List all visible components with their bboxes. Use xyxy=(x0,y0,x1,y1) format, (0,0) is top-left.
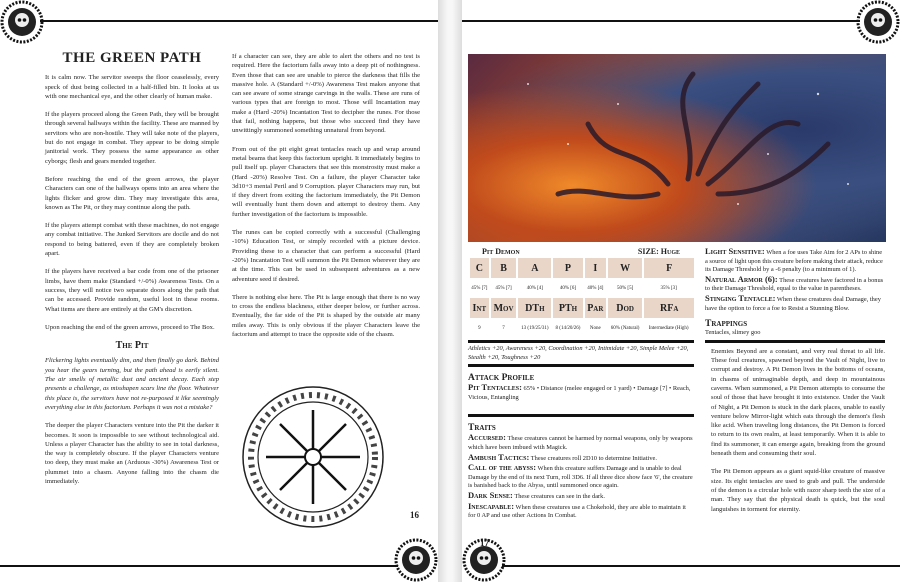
stat-header: PTh xyxy=(552,298,584,318)
attack-entry xyxy=(468,383,694,402)
top-rule xyxy=(462,20,860,22)
paragraph: If the players attempt combat with these machines, do not engage any combat initiative. The Junked Servitors are docile and do not respond to being battered, even if they are completely broken apart. xyxy=(45,222,219,258)
stat-value: 45% [7] xyxy=(471,285,488,291)
divider xyxy=(468,364,694,367)
trait-text: When these creatures deal Damage, they have the option to force a foe to Resist a Stunning Blow. xyxy=(705,295,881,312)
attack-profile-heading: Attack Profile xyxy=(468,373,535,384)
trait-name: Accursed: xyxy=(468,432,506,443)
stat-value: 8 (14/20/26) xyxy=(555,325,581,331)
attack-name: Pit Tentacles: xyxy=(468,382,522,393)
paragraph: The runes can be copied correctly with a successful (Challenging -10%) Education Test, or simply recorded with a picture device. Providing these to a character that can perform a successful (Hard -20%) Incantation Test will summon the Pit Demon wherever they are at the time. This can be used in subsequent adventures as a new adventure seed if desired. xyxy=(232,229,420,283)
stat-value: 40% [4] xyxy=(587,285,604,291)
trait-text: These creatures have factored in a bonus to their Damage Threshold, equal to the value in parentheses. xyxy=(705,276,884,293)
stat-header: Mov xyxy=(490,298,518,318)
divider xyxy=(468,414,694,417)
stat-value: 50% [5] xyxy=(616,285,634,291)
stat-header: Int xyxy=(469,298,490,318)
trait-name: Call of the abyss: xyxy=(468,462,537,473)
stat-header: I xyxy=(584,258,607,278)
stat-value: Intermediate (High) xyxy=(648,325,689,331)
stat-header: DTh xyxy=(517,298,552,318)
paragraph: There is nothing else here. The Pit is large enough that there is no way to cross the endless blackness, either deeper below, or further across. Eventually, the far side of the Pit is shaped by the outside air many miles away. This is only obvious if the player Characters leave the factorium and attempt to trace the opposite side of the chasm. xyxy=(232,293,420,339)
trait xyxy=(705,294,885,313)
trait-name: Natural Armor (6): xyxy=(705,273,778,284)
paragraph: The deeper the player Characters venture into the Pit the darker it becomes. It soon is impossible to see without technological aid. Unless a player Character has the ability to see in total darkness, the way is completely obscure. If the player Characters venture too deep, they must make an (Arduous -30%) Awareness Test or plummet into a chasm. Anyone falling into the chasm die immediately. xyxy=(45,422,219,485)
flavor-text: Flickering lights eventually dim, and then finally go dark. Behind you hear the gears turning, but the path ahead is eerily silent. The air smells of metallic dust and ancient decay. Each step presents a challenge, as misshapen scars line the floor. Whatever this place is, the servitors have not re-purposed it like seemingly everything else in this factorium. Perhaps it was not a mistake? xyxy=(45,357,219,411)
stat-header: Par xyxy=(584,298,607,318)
section-heading-the-pit: The Pit xyxy=(115,340,149,352)
skills: Athletics +20, Awareness +20, Coordination +20, Intimidate +20, Simple Melee +20, Stealth +20, Toughness +20 xyxy=(468,345,689,361)
stat-header: B xyxy=(490,258,518,278)
trait-text: These creatures cannot be harmed by normal weapons, only by weapons which have been imbued with Magick. xyxy=(468,435,693,451)
skull-ornament-icon xyxy=(856,0,900,44)
stat-value: 60% (Natural) xyxy=(610,325,640,331)
paragraph: The Pit Demon appears as a giant squid-like creature of massive size. Its eight tentacles are used to grab and pull. The underside of the demon is a circular hole with razor sharp teeth the size of a man. They say that the physical death is quick, but the soul languishes in torment for eternity. xyxy=(711,468,885,513)
stat-header: F xyxy=(643,258,694,278)
stat-value: 9 xyxy=(478,325,481,331)
stat-value: 35% [3] xyxy=(660,285,677,291)
trait xyxy=(468,433,694,452)
trappings-heading: Trappings xyxy=(705,319,748,330)
stat-header: Dod xyxy=(607,298,643,318)
skull-ornament-icon xyxy=(0,0,44,44)
stat-value: None xyxy=(589,325,601,331)
creature-size: SIZE: Huge xyxy=(637,247,680,256)
paragraph: If a character can see, they are able to alert the others and no test is required. Here the factorium falls away into a deep pit of nothingness. Even those that can see are unable to pierce the darkness that fills the massive hole. A (Standard +/-0%) Awareness Test makes anyone that can see aware of some strange carvings in the walls. These are runs of various types that are foreign to most. Those will Incantation may make a (Hard -20%) Incantation Test to decipher the runes. For those that fail, nothing happens, but those who succeed find they have unwittingly summoned something unnatural from beyond. xyxy=(232,53,420,135)
stat-header: A xyxy=(517,258,552,278)
page-title: THE GREEN PATH xyxy=(62,50,202,66)
stat-value: 40% [4] xyxy=(526,285,543,291)
paragraph: It is calm now. The servitor sweeps the floor ceaselessly, every speck of dust being collected in a half-filled bin. It looks at us with one mechanical eye, and the other clearly of human make. xyxy=(45,74,219,100)
divider xyxy=(705,340,885,343)
paragraph: If the players proceed along the Green Path, they will be brought through several hallways within the facility. These are manned by servitors who are non-hostile. They will take note of the players, but do not engage in combat. They appear to be doing simple janitorial work. They possess the same appearance as other cyborgs; flesh and gears mended together. xyxy=(45,111,219,165)
traits-continued xyxy=(705,247,885,523)
trait-name: Light Sensitive: xyxy=(705,246,765,256)
divider xyxy=(468,340,694,343)
stat-value: 7 xyxy=(502,325,505,331)
rune-circle-illustration xyxy=(238,382,388,532)
trait-text: When a foe uses Take Aim for 2 APs to shine a source of light upon this creature before making their attack, reduce its Damage Threshold by a -6 penalty (to a minimum of 1). xyxy=(705,249,883,274)
attack-text: 65% • Distance (melee engaged or 1 yard) • Damage [7] • Reach, Vicious, Entangling xyxy=(468,385,691,401)
stat-value: 13 (19/25/31) xyxy=(521,325,549,331)
right-page xyxy=(462,0,900,582)
stat-header: W xyxy=(607,258,643,278)
paragraph: From out of the pit eight great tentacles reach up and wrap around metal beams that keep this factorium upright. It immediately begins to pull itself up. player Characters that see this monstrosity must make a (Hard -20%) Resolve Test. On a failure, the player Character take 3d10+3 mental Peril and 9 Corruption. player Characters may run, but if they divert from exiting the factorium immediately, the Pit Demon will eventually hunt them down and attempt to destroy them. Any further investigation of the factorium is impossible. xyxy=(232,145,420,218)
trait-text: When these creatures use a Chokehold, they are able to maintain it for 0 AP and use other Actions In Combat. xyxy=(468,503,686,520)
left-column xyxy=(45,50,219,495)
bottom-rule xyxy=(0,565,398,567)
trait xyxy=(468,463,694,491)
stat-value: 45% [7] xyxy=(495,285,512,291)
pit-demon-illustration xyxy=(468,54,886,242)
trait xyxy=(468,502,694,521)
stat-value: 40% [6] xyxy=(559,285,577,291)
paragraph: Enemies Beyond are a constant, and very real threat to all life. These foul creatures, spawned beyond the Vault of Night, live to corrupt and destroy. A Pit Demon lives in the bottoms of oceans, in chasms of unimaginable depth, and deep in mountainous caverns. When summoned, a Pit Demon attempts to consume the soul of those that have brought it into existence. Under the Vault of Night, a Pit Demon is stuck in the dark places, unable to easily venture below Mirror-light which eats through the demon's flesh like acid. When traveling long distances, the Pit Demon is forced to return to its own realm, at least temporarily. When it is able to find its summoner, it can emerge again, breaking from the ground beneath them and consuming their soul. xyxy=(711,347,885,458)
trait-text: These creatures can see in the dark. xyxy=(514,492,605,500)
page-number: 17 xyxy=(480,538,489,548)
paragraph: If the players have received a bar code from one of the prisoner limbs, have them make (Standard +/-0%) Awareness Tests. On a success, they will notice two separate doors along the path that can be accessed. Provide random, useful loot in these rooms. What items are there are entirely at the GM's discretion. xyxy=(45,268,219,313)
trait-name: Stinging Tentacle: xyxy=(705,292,776,303)
primary-stats-table xyxy=(468,258,694,338)
trait xyxy=(705,247,885,275)
creature-name: Pit Demon xyxy=(482,247,520,256)
paragraph: Before reaching the end of the green arrows, the player Characters can one of the hallways opens into an area where the lights flicker and grow dim. They may investigate this area, known as The Pit, or they may continue along the path. xyxy=(45,175,219,211)
stat-block xyxy=(468,247,694,521)
trappings: Tentacles, slimey goo xyxy=(705,329,761,337)
lore-text xyxy=(705,347,885,514)
paragraph: Upon reaching the end of the green arrows, proceed to The Box. xyxy=(45,323,215,331)
trait-text: These creatures roll 2D10 to determine Initiative. xyxy=(530,454,657,462)
trait-name: Dark Sense: xyxy=(468,489,513,500)
trait-text: When this creature suffers Damage and is unable to deal Damage by the end of its next Turn, roll 3D6. If all three dice show face '6', the creature is banished back to the Abyss, until summoned once again. xyxy=(468,465,693,490)
stat-header: RFa xyxy=(643,298,694,318)
bottom-rule xyxy=(502,565,900,567)
traits-heading: Traits xyxy=(468,423,496,434)
top-rule xyxy=(40,20,438,22)
trait-name: Ambush Tactics: xyxy=(468,451,530,462)
trait-name: Inescapable: xyxy=(468,500,515,511)
book-gutter xyxy=(438,0,462,582)
left-page xyxy=(0,0,438,582)
stat-header: P xyxy=(552,258,584,278)
trait xyxy=(705,275,885,294)
page-number: 16 xyxy=(410,510,419,520)
skull-ornament-icon xyxy=(394,538,438,582)
stat-header: C xyxy=(469,258,490,278)
right-column xyxy=(232,52,420,348)
